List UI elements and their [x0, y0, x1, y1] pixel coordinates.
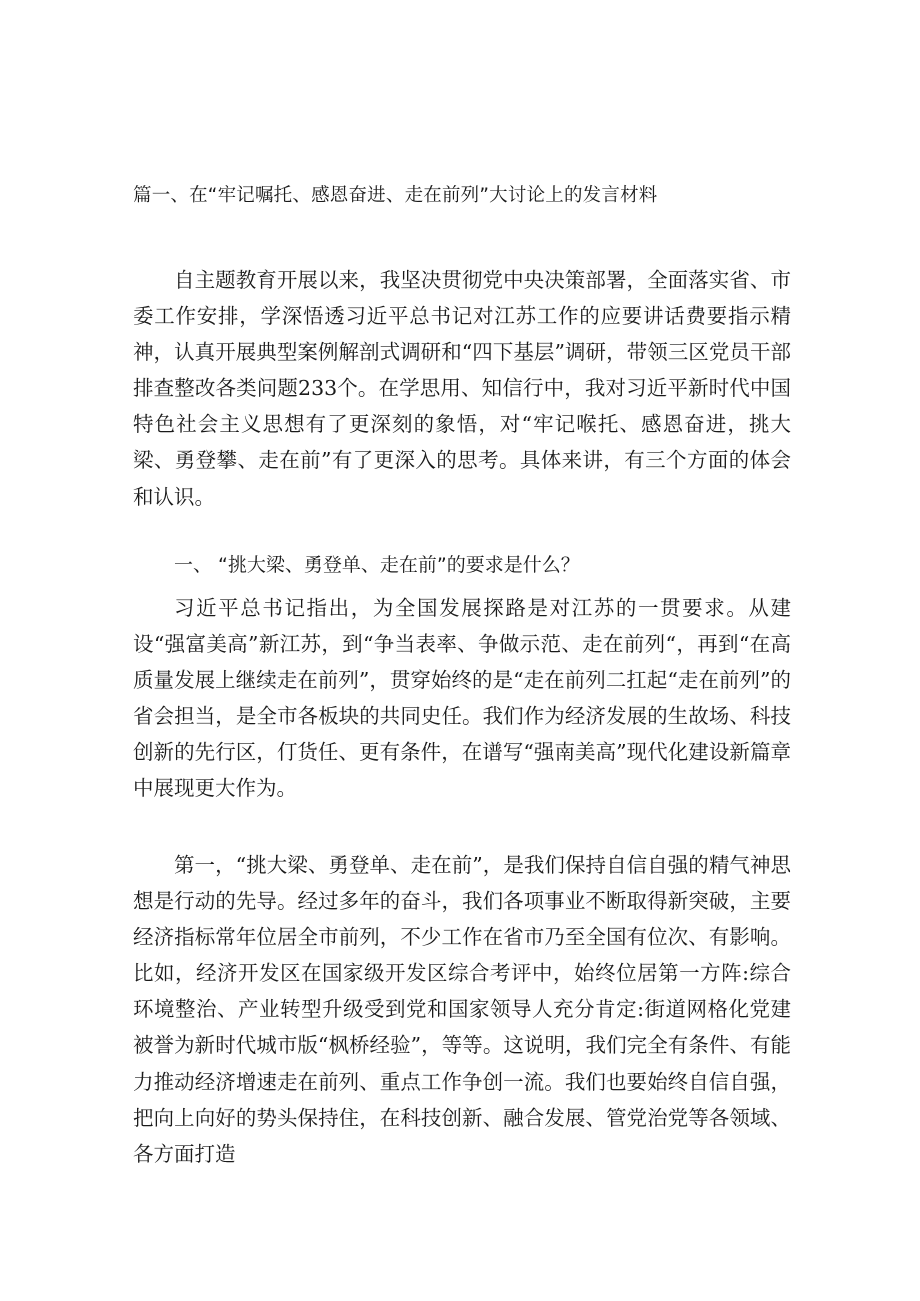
section-heading: 一、 “挑大梁、勇登单、走在前”的要求是什么？ [174, 554, 580, 576]
paragraph-first-point: 第一，“挑大梁、勇登单、走在前”，是我们保持自信自强的精气神思想是行动的先导。经过多年的奋斗，我们各项事业不断取得新突破，主要经济指标常年位居全市前列，不少工作在省市乃至全国有位次、有影响。比如，经济开发区在国家级开发区综合考评中，始终位居第一方阵:综合环境整治、产业转型升级受到党和国家领导人充分肯定:街道网格化党建被誉为新时代城市版“枫桥经验”，等等。这说明，我们完全有条件、有能力推动经济增速走在前列、重点工作争创一流。我们也要始终自信自强，把向上向好的势头保持住，在科技创新、融合发展、管党治党等各领域、各方面打造 [133, 853, 791, 1166]
paragraph-requirements: 习近平总书记指出，为全国发展探路是对江苏的一贯要求。从建设“强富美高”新江苏，到“争当表率、争做示范、走在前列“，再到“在高质量发展上继续走在前列”，贯穿始终的是“走在前列二扛起“走在前列”的省会担当，是全市各板块的共同史任。我们作为经济发展的生故场、科技创新的先行区，仃货任、更有条件，在谱写“强南美高”现代化建设新篇章中展现更大作为。 [133, 596, 791, 801]
paragraph-intro: 自主题教育开展以来，我坚决贯彻党中央决策部署，全面落实省、市委工作安排，学深悟透习近平总书记对江苏工作的应要讲话费要指示精神，认真开展典型案例解剖式调研和“四下基层”调研，带领三区党员干部排查整改各类问题233个。在学思用、知信行中，我对习近平新时代中国特色社会主义思想有了更深刻的象悟，对“牢记喉托、感恩奋进，挑大梁、勇登攀、走在前”有了更深入的思考。具体来讲，有三个方面的体会和认识。 [133, 268, 791, 509]
document-title: 篇一、在“牢记嘱托、感恩奋进、走在前列”大讨论上的发言材料 [133, 185, 658, 206]
